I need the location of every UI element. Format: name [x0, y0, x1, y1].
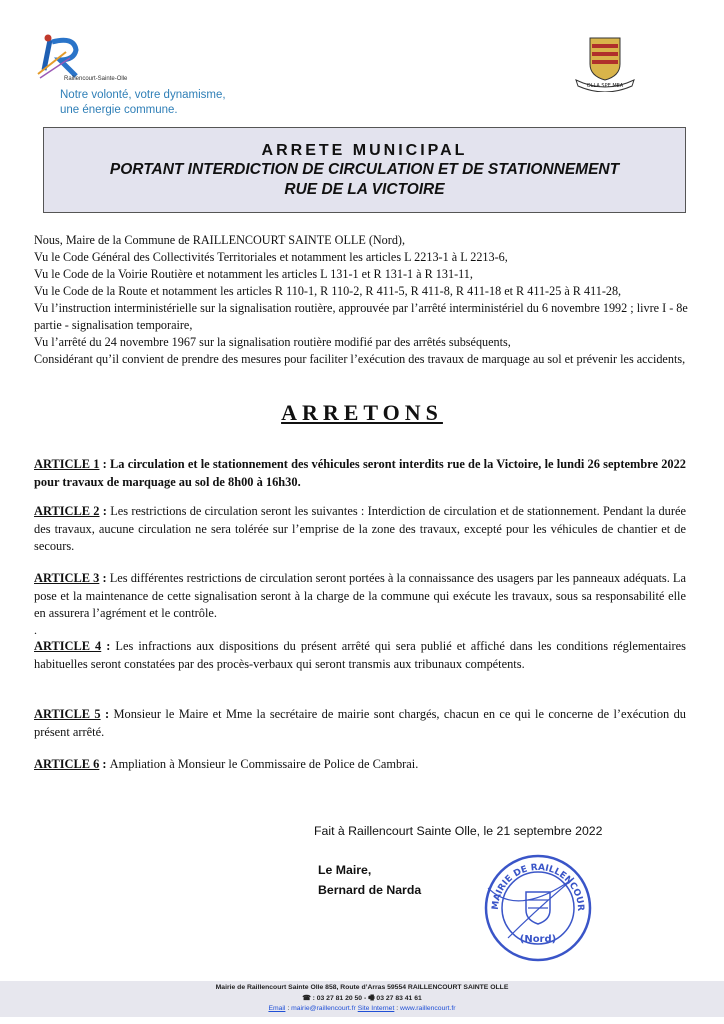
article-text: Ampliation à Monsieur le Commissaire de Police de Cambrai.	[109, 757, 419, 771]
slogan-line-1: Notre volonté, votre dynamisme,	[60, 89, 226, 101]
article-text: Les infractions aux dispositions du présent arrêté qui sera publié et affiché dans les conditions réglementaires habituelles seront constatées par des procès-verbaux qui seront transmis aux tribunaux compétents.	[34, 639, 686, 671]
article-text: Les différentes restrictions de circulation seront portées à la connaissance des usagers par les panneaux adéquats. La pose et la maintenance de cette signalisation seront à la charge de la commune qui exécute les travaux, sous sa responsabilité elle en assurera l’agrément et le contrôle.	[34, 571, 686, 620]
preamble-line: Vu le Code Général des Collectivités Territoriales et notamment les articles L 2213-1 à L 2213-6,	[34, 250, 508, 264]
article-2: ARTICLE 2 : Les restrictions de circulation seront les suivantes : Interdiction de circulation et de stationnement. Pendant la durée des travaux, aucune circulation ne sera tolérée sur l’emprise de la zone des travaux, excepté pour les véhicules de chantier et de secours.	[34, 504, 686, 553]
email-label: Email	[268, 1005, 286, 1012]
article-1: ARTICLE 1 : La circulation et le stationnement des véhicules seront interdits rue de la Victoire, le lundi 26 septembre 2022 pour travaux de marquage au sol de 8h00 à 16h30.	[34, 457, 686, 489]
stray-dot: .	[34, 623, 37, 637]
article-label: ARTICLE 6	[34, 757, 100, 771]
footer-contact: Email : mairie@raillencourt.fr Site Internet : www.raillencourt.fr	[268, 1005, 456, 1012]
arretons-heading: ARRETONS	[281, 400, 443, 425]
preamble-line: Vu le Code de la Voirie Routière et notamment les articles L 131-1 et R 131-1 à R 131-11,	[34, 267, 473, 281]
article-label: ARTICLE 4	[34, 639, 102, 653]
crest-motto: OLLA SPE MEA	[586, 83, 624, 89]
title-subtitle: PORTANT INTERDICTION DE CIRCULATION ET DE STATIONNEMENT	[109, 161, 620, 178]
footer-address: Mairie de Raillencourt Sainte Olle 858, Route d’Arras 59554 RAILLENCOURT SAINTE OLLE	[215, 984, 509, 991]
preamble-line: Vu le Code de la Route et notamment les articles R 110-1, R 110-2, R 411-5, R 411-8, R 411-18 et R 411-25 à R 411-28,	[34, 284, 622, 298]
article-5: ARTICLE 5 : Monsieur le Maire et Mme la secrétaire de mairie sont chargés, chacun en ce qui le concerne de l’exécution du présent arrêté.	[34, 707, 686, 739]
footer	[0, 981, 724, 1017]
town-crest	[572, 36, 638, 92]
signature-place-date: Fait à Raillencourt Sainte Olle, le 21 septembre 2022	[314, 824, 603, 838]
title-box	[43, 127, 686, 213]
title-street: RUE DE LA VICTOIRE	[284, 181, 445, 198]
article-text: La circulation et le stationnement des véhicules seront interdits rue de la Victoire, le lundi 26 septembre 2022 pour travaux de marquage au sol de 8h00 à 16h30.	[34, 457, 686, 489]
signature-block	[318, 860, 421, 900]
email-link[interactable]: mairie@raillencourt.fr	[291, 1005, 356, 1012]
article-label: ARTICLE 1	[34, 457, 100, 471]
preamble-line: Considérant qu’il convient de prendre des mesures pour faciliter l’exécution des travaux de marquage au sol et prévenir les accidents,	[34, 352, 686, 366]
logo-text: Raillencourt-Sainte-Olle	[64, 76, 128, 82]
article-label: ARTICLE 5	[34, 707, 101, 721]
signature-role: Le Maire,	[318, 863, 372, 877]
official-stamp	[478, 848, 598, 968]
preamble-line: Nous, Maire de la Commune de RAILLENCOURT SAINTE OLLE (Nord),	[34, 233, 406, 247]
article-6: ARTICLE 6 : Ampliation à Monsieur le Commissaire de Police de Cambrai.	[34, 757, 419, 771]
signature-name: Bernard de Narda	[318, 883, 422, 897]
footer-phone: ☎ : 03 27 81 20 50 - 🖷 03 27 83 41 61	[302, 994, 422, 1002]
article-text: Les restrictions de circulation seront les suivantes : Interdiction de circulation et de stationnement. Pendant la durée des travaux, aucune circulation ne sera tolérée sur l’emprise de la zone des travaux, excepté pour les véhicules de chantier et de secours.	[34, 504, 686, 553]
preamble-line: Vu l’arrêté du 24 novembre 1967 sur la signalisation routière modifié par des arrêtés subséquents,	[34, 335, 511, 349]
stamp-text: MAIRIE DE RAILLENCOUR	[490, 862, 586, 912]
slogan-line-2: une énergie commune.	[60, 104, 178, 116]
article-3: ARTICLE 3 : Les différentes restrictions de circulation seront portées à la connaissance des usagers par les panneaux adéquats. La pose et la maintenance de cette signalisation seront à la charge de la commune qui exécute les travaux, sous sa responsabilité elle en assurera l’agrément et le contrôle.	[34, 571, 686, 620]
stamp-sub: (Nord)	[519, 934, 557, 945]
site-link[interactable]: www.raillencourt.fr	[400, 1005, 456, 1012]
article-text: Monsieur le Maire et Mme la secrétaire de mairie sont chargés, chacun en ce qui le concerne de l’exécution du présent arrêté.	[34, 707, 686, 739]
slogan	[60, 88, 226, 118]
preamble	[34, 232, 694, 368]
article-label: ARTICLE 2	[34, 504, 100, 518]
preamble-line: Vu l’instruction interministérielle sur la signalisation routière, approuvée par l’arrêté interministériel du 6 novembre 1992 ; livre I - 8e partie - signalisation temporaire,	[34, 301, 688, 332]
title-main: ARRETE MUNICIPAL	[261, 142, 468, 159]
site-label: Site Internet	[357, 1005, 395, 1012]
article-label: ARTICLE 3	[34, 571, 100, 585]
article-4: ARTICLE 4 : Les infractions aux dispositions du présent arrêté qui sera publié et affiché dans les conditions réglementaires habituelles seront constatées par des procès-verbaux qui seront transmis aux tribunaux compétents.	[34, 639, 686, 671]
